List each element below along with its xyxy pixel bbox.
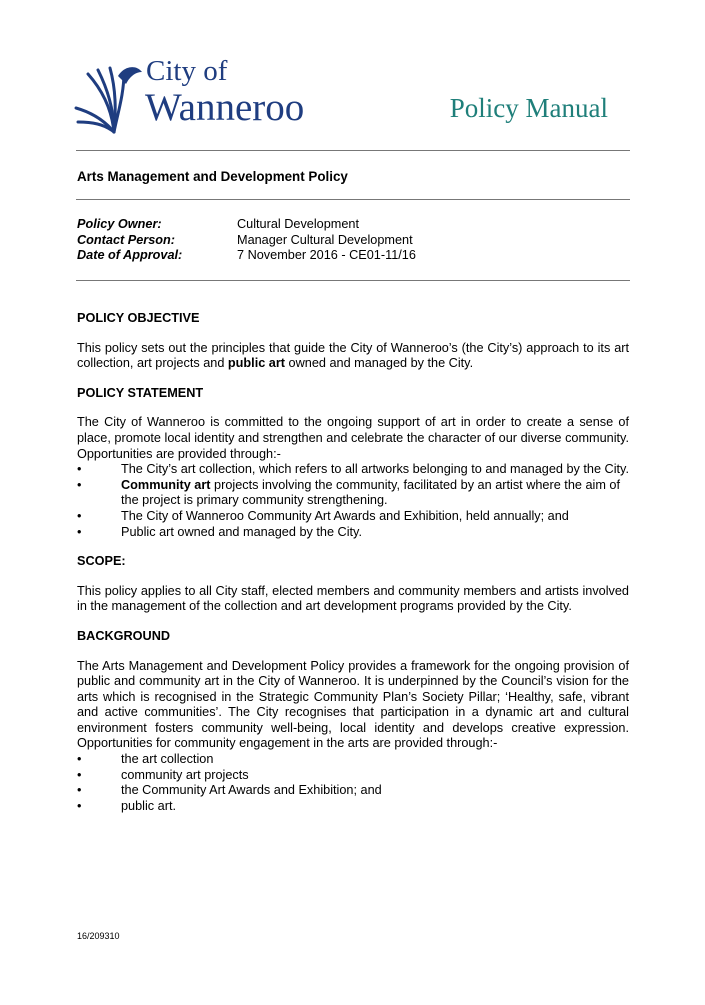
objective-text-b: owned and managed by the City. [285, 356, 474, 371]
background-heading: BACKGROUND [77, 628, 171, 643]
list-item: • public art. [77, 799, 629, 815]
policy-meta [77, 217, 416, 264]
policy-manual-title: Policy Manual [449, 93, 608, 123]
list-item: • The City of Wanneroo Community Art Awards and Exhibition, held annually; and [77, 509, 629, 525]
meta-key: Date of Approval: [77, 248, 183, 263]
policy-body [77, 311, 629, 828]
meta-row-owner [77, 217, 416, 233]
statement-list [77, 462, 629, 540]
meta-key: Contact Person: [77, 232, 175, 247]
bullet-bold: Community art [121, 477, 211, 492]
logo-city-of: City of [146, 55, 228, 87]
list-item: • the Community Art Awards and Exhibition; and [77, 783, 629, 799]
header-divider [76, 150, 630, 151]
background-text: The Arts Management and Development Policy provides a framework for the ongoing provision of public and community art in the City of Wanneroo. It is underpinned by the Council’s vision for the arts which is recognised in the Strategic Community Plan’s Society Pillar; ‘Healthy, safe, vibrant and active communities’. The City recognises that participation in a dynamic art and cultural environment fosters community well-being, local identity and develops creative expression. Opportunities for community engagement in the arts are provided through:- [77, 658, 629, 751]
bullet-rest: projects involving the community, facilitated by an artist where the aim of the project is primary community strengthening. [121, 477, 621, 508]
list-item: • Public art owned and managed by the City. [77, 525, 629, 541]
objective-text-bold: public art [227, 356, 286, 371]
statement-intro: The City of Wanneroo is committed to the ongoing support of art in order to create a sense of place, promote local identity and strengthen and celebrate the character of our diverse community. Opportunities are provided through:- [77, 415, 629, 461]
scope-heading: SCOPE: [77, 554, 126, 569]
list-item: • the art collection [77, 752, 629, 768]
meta-value: 7 November 2016 - CE01-11/16 [237, 248, 416, 263]
list-item: • The City’s art collection, which refers to all artworks belonging to and managed by the City. [77, 462, 629, 478]
title-divider [76, 199, 630, 200]
objective-heading: POLICY OBJECTIVE [77, 311, 200, 325]
objective-text [77, 341, 629, 372]
logo-wanneroo: Wanneroo [145, 86, 305, 129]
scope-text: This policy applies to all City staff, elected members and community members and artists involved in the management of the collection and art development programs provided by the City. [77, 583, 629, 614]
list-item [77, 478, 629, 509]
meta-row-contact [77, 233, 416, 249]
meta-row-date [77, 248, 416, 264]
meta-key: Policy Owner: [77, 217, 162, 231]
document-number: 16/209310 [77, 931, 120, 941]
background-list [77, 752, 629, 814]
wanneroo-emblem-icon [74, 62, 144, 134]
list-item: • community art projects [77, 768, 629, 784]
meta-divider [76, 280, 630, 281]
page-title: Arts Management and Development Policy [77, 169, 348, 184]
meta-value: Manager Cultural Development [237, 232, 413, 247]
objective-text-a: This policy sets out the principles that guide the City of Wanneroo’s (the City’s) approach to its art collection, art projects and [77, 340, 629, 371]
meta-value: Cultural Development [237, 217, 359, 231]
statement-heading: POLICY STATEMENT [77, 385, 204, 400]
